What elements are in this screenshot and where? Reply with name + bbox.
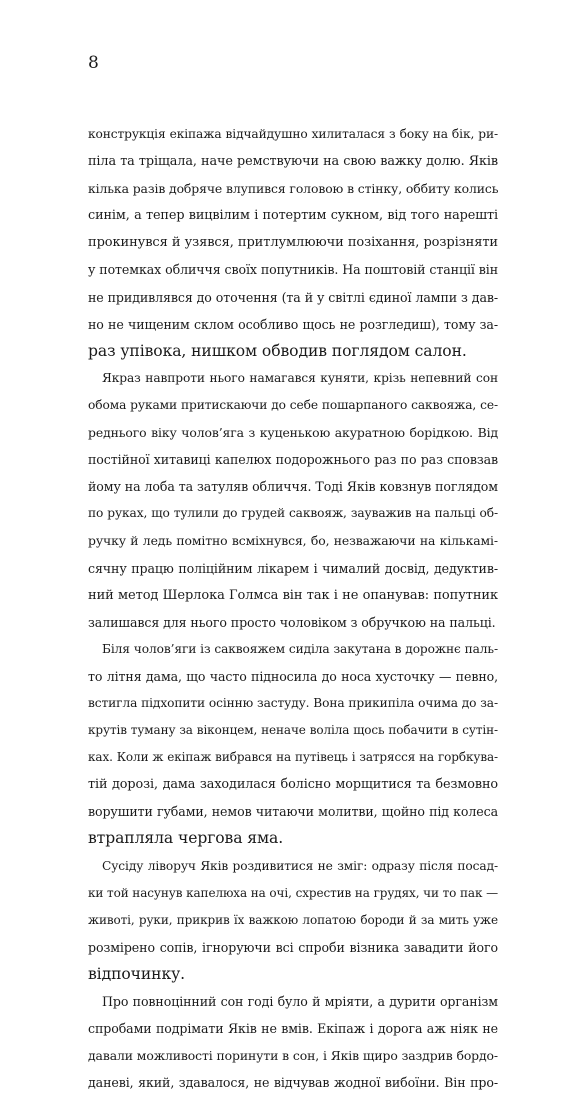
text-line: ки той насунув капелюха на очі, схрестив на грудях, чи то пак — bbox=[88, 885, 498, 900]
text-line: ворушити губами, немов читаючи молитви, щойно під колеса bbox=[88, 804, 498, 820]
text-line: сячну працю поліційним лікарем і чималий досвід, дедуктив- bbox=[88, 560, 498, 576]
text-line: прокинувся й узявся, притлумлюючи позіхання, розрізняти bbox=[88, 235, 498, 251]
text-line: то літня дама, що часто підносила до носа хусточку — певно, bbox=[88, 668, 498, 684]
text-line: Якраз навпроти нього намагався куняти, крізь непевний сон bbox=[102, 370, 498, 385]
text-line: відпочинку. bbox=[88, 964, 186, 983]
text-line: раз упівока, нишком обводив поглядом салон. bbox=[88, 341, 467, 360]
page-number: 8 bbox=[88, 53, 99, 73]
text-line: даневі, який, здавалося, не відчував жодної вибоїни. Він про- bbox=[88, 1075, 498, 1091]
text-line: животі, руки, прикрив їх важкою лопатою бороди й за мить уже bbox=[88, 912, 498, 927]
text-line: крутів туману за віконцем, неначе воліла щось побачити в сутін- bbox=[88, 723, 498, 738]
text-line: обома руками притискаючи до себе пошарпаного саквояжа, се- bbox=[88, 397, 498, 412]
text-line: давали можливості поринути в сон, і Яків щиро заздрив бордо- bbox=[88, 1048, 498, 1064]
text-line: синім, а тепер вицвілим і потертим сукном, від того нарешті bbox=[88, 208, 498, 224]
text-line: залишався для нього просто чоловіком з обручкою на пальці. bbox=[88, 614, 496, 630]
text-line: ручку й ледь помітно всміхнувся, бо, незважаючи на кількамі- bbox=[88, 533, 498, 549]
text-line: втрапляла чергова яма. bbox=[88, 829, 284, 848]
text-line: но не чищеним склом особливо щось не розгледиш), тому за- bbox=[88, 316, 498, 332]
text-line: кілька разів добряче влупився головою в стінку, оббиту колись bbox=[88, 181, 499, 197]
text-line: Біля чолов’яги із саквояжем сиділа закутана в дорожнє паль- bbox=[102, 641, 498, 656]
text-line: ках. Коли ж екіпаж вибрався на путівець і затрясся на горбкува- bbox=[88, 750, 498, 765]
text-line: не придивлявся до оточення (та й у світлі єдиної лампи з дав- bbox=[88, 289, 498, 305]
text-line: по руках, що тулили до грудей саквояж, зауважив на пальці об- bbox=[88, 506, 498, 521]
text-line: розмірено сопів, ігноруючи всі спроби візника завадити його bbox=[88, 939, 498, 955]
text-line: встигла підхопити осінню застуду. Вона прикипіла очима до за- bbox=[88, 695, 498, 710]
text-line: Про повноцінний сон годі було й мріяти, а дурити організм bbox=[102, 994, 498, 1009]
text-line: Сусіду ліворуч Яків роздивитися не зміг: одразу після посад- bbox=[102, 858, 498, 873]
text-line: реднього віку чолов’яга з куценькою акуратною борідкою. Від bbox=[88, 425, 498, 441]
text-line: постійної хитавиці капелюх подорожнього раз по раз сповзав bbox=[88, 452, 498, 468]
text-line: у потемках обличчя своїх попутників. На поштовій станції він bbox=[88, 262, 498, 278]
text-line: йому на лоба та затуляв обличчя. Тоді Яків ковзнув поглядом bbox=[88, 479, 498, 495]
text-line: тій дорозі, дама заходилася болісно морщитися та безмовно bbox=[88, 777, 498, 793]
text-line: піла та тріщала, наче ремствуючи на свою важку долю. Яків bbox=[88, 154, 498, 170]
text-line: спробами подрімати Яків не вмів. Екіпаж і дорога аж ніяк не bbox=[88, 1021, 498, 1037]
body-text bbox=[88, 121, 498, 1096]
text-line: конструкція екіпажа відчайдушно хилиталася з боку на бік, ри- bbox=[88, 127, 498, 141]
text-line: ний метод Шерлока Голмса він так і не опанував: попутник bbox=[88, 587, 498, 603]
